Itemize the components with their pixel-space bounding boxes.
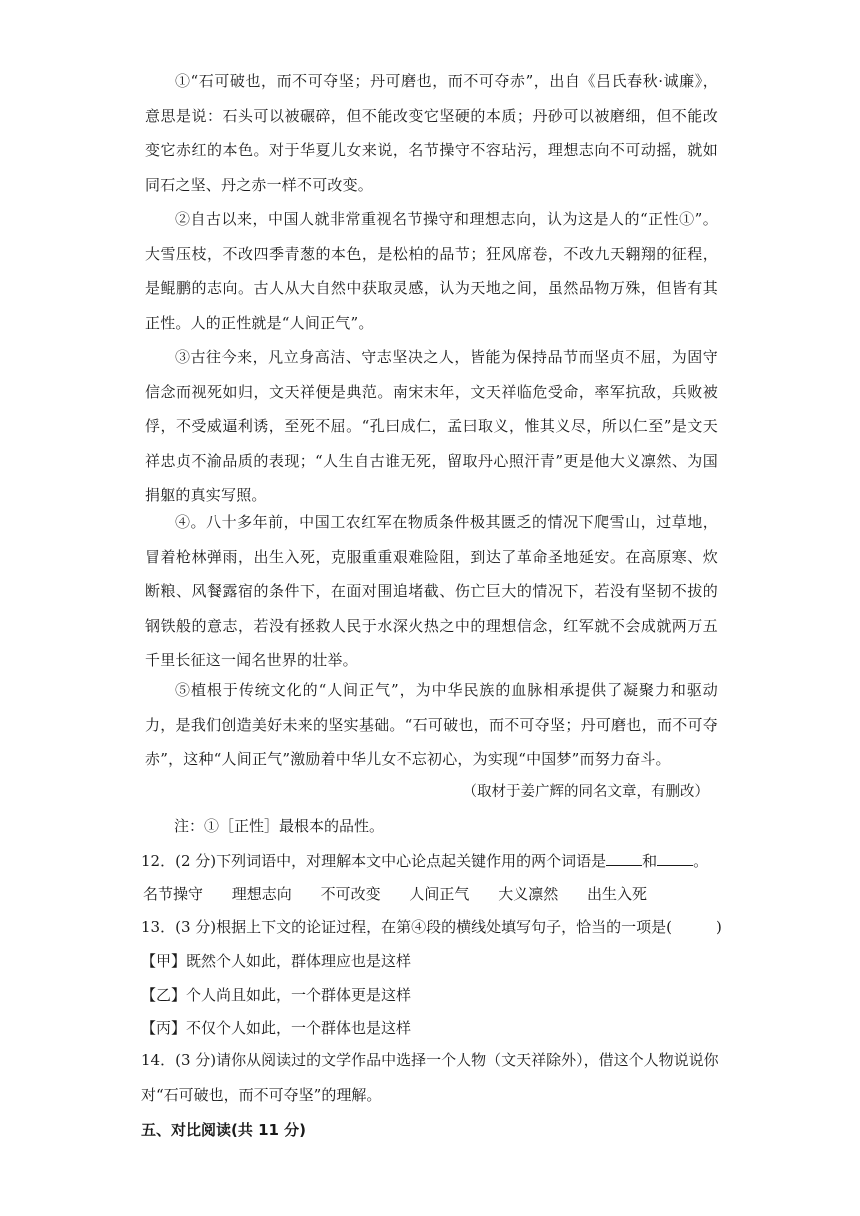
section-heading: 五、对比阅读(共 11 分)	[141, 1121, 307, 1139]
question-13: 13．(3 分)根据上下文的论证过程，在第④段的横线处填写句子，恰当的一项是( )	[141, 918, 722, 936]
source-note: （取材于姜广辉的同名文章，有删改）	[462, 784, 709, 800]
option-yi: 【乙】个人尚且如此，一个群体更是这样	[141, 986, 412, 1004]
word-option: 大义凛然	[498, 885, 559, 903]
word-option: 理想志向	[231, 885, 292, 903]
question-12-end: 。	[693, 852, 709, 870]
paragraph-2: ②自古以来，中国人就非常重视名节操守和理想志向，认为这是人的“正性①”。大雪压枝，不改四季青葱的本色，是松柏的品节；狂风席卷，不改九天翱翔的征程，是鲲鹏的志向。古人从大自然中获取灵感，认为天地之间，虽然品物万殊，但皆有其正性。人的正性就是“人间正气”。	[145, 210, 718, 332]
question-13-text: 13．(3 分)根据上下文的论证过程，在第④段的横线处填写句子，恰当的一项是	[141, 918, 667, 936]
answer-blank-2[interactable]	[657, 851, 693, 866]
answer-blank-1[interactable]	[606, 851, 642, 866]
word-option: 人间正气	[409, 885, 470, 903]
footnote: 注：①［正性］最根本的品性。	[174, 817, 385, 835]
paragraph-3: ③古往今来，凡立身高洁、守志坚决之人，皆能为保持品节而坚贞不屈，为固守信念而视死如归，文天祥便是典范。南宋末年，文天祥临危受命，率军抗敌，兵败被俘，不受威逼利诱，至死不屈。“孔曰成仁，孟曰取义，惟其义尽，所以仁至”是文天祥忠贞不渝品质的表现；“人生自古谁无死，留取丹心照汗青”更是他大义凛然、为国捐躯的真实写照。	[145, 348, 718, 504]
paragraph-4: ④。八十多年前，中国工农红军在物质条件极其匮乏的情况下爬雪山，过草地，冒着枪林弹雨，出生入死，克服重重艰难险阻，到达了革命圣地延安。在高原寒、炊断粮、风餐露宿的条件下，在面对围追堵截、伤亡巨大的情况下，若没有坚韧不拔的钢铁般的意志，若没有拯救人民于水深火热之中的理想信念，红军就不会成就两万五千里长征这一闻名世界的壮举。	[145, 513, 718, 669]
question-12-text: 12．(2 分)下列词语中，对理解本文中心论点起关键作用的两个词语是	[141, 852, 607, 870]
paragraph-5: ⑤植根于传统文化的“人间正气”，为中华民族的血脉相承提供了凝聚力和驱动力，是我们创造美好未来的坚实基础。“石可破也，而不可夺坚；丹可磨也，而不可夺赤”，这种“人间正气”激励着中华儿女不忘初心，为实现“中国梦”而努力奋斗。	[145, 681, 718, 768]
word-option: 名节操守	[143, 885, 204, 903]
option-jia: 【甲】既然个人如此，群体理应也是这样	[141, 952, 412, 970]
word-option: 出生入死	[586, 885, 647, 903]
question-14: 14．(3 分)请你从阅读过的文学作品中选择一个人物（文天祥除外），借这个人物说说你对“石可破也，而不可夺坚”的理解。	[141, 1051, 719, 1104]
word-options	[143, 882, 718, 906]
paragraph-1: ①“石可破也，而不可夺坚；丹可磨也，而不可夺赤”，出自《吕氏春秋·诚廉》，意思是说：石头可以被碾碎，但不能改变它坚硬的本质；丹砂可以被磨细，但不能改变它赤红的本色。对于华夏儿女来说，名节操守不容玷污，理想志向不可动摇，就如同石之坚、丹之赤一样不可改变。	[145, 72, 718, 194]
question-12	[141, 849, 716, 873]
question-12-conj: 和	[642, 852, 658, 870]
option-bing: 【丙】不仅个人如此，一个群体也是这样	[141, 1019, 412, 1037]
word-option: 不可改变	[320, 885, 381, 903]
